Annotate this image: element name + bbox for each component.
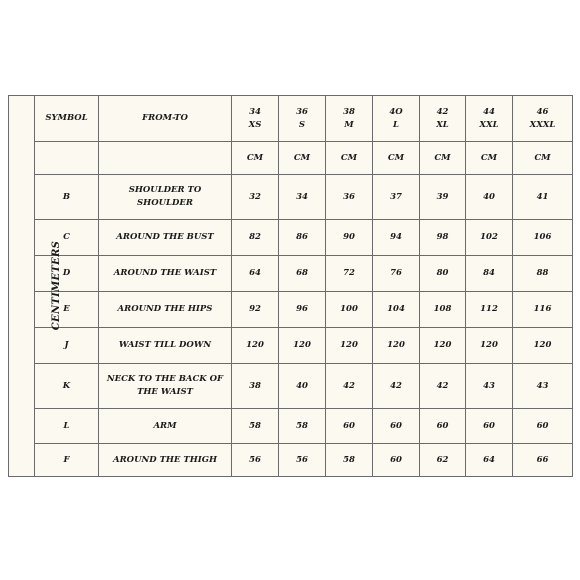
value-cell-xs: 120 xyxy=(232,328,279,364)
value-cell-l: 94 xyxy=(373,220,420,256)
value-cell-l: 76 xyxy=(373,256,420,292)
value-cell-s: 120 xyxy=(279,328,326,364)
unit-cell: CM xyxy=(232,142,279,175)
value-cell-xs: 92 xyxy=(232,292,279,328)
measurement-row xyxy=(9,292,573,328)
size-header-xl: 42 XL xyxy=(420,96,466,142)
value-cell-l: 104 xyxy=(373,292,420,328)
value-cell-l: 37 xyxy=(373,175,420,220)
unit-cell: CM xyxy=(466,142,513,175)
value-cell-s: 40 xyxy=(279,364,326,409)
value-cell-m: 60 xyxy=(326,409,373,444)
value-cell-xxxl: 66 xyxy=(513,444,573,477)
measurement-row xyxy=(9,256,573,292)
value-cell-xxxl: 106 xyxy=(513,220,573,256)
measurement-label-line: AROUND THE HIPS xyxy=(117,304,213,314)
unit-cell: CM xyxy=(420,142,466,175)
measurement-row xyxy=(9,328,573,364)
empty-cell xyxy=(35,142,99,175)
size-header-l: 4O L xyxy=(373,96,420,142)
value-cell-s: 34 xyxy=(279,175,326,220)
empty-cell xyxy=(99,142,232,175)
side-label-cell xyxy=(9,96,63,477)
measurement-row xyxy=(9,364,573,409)
unit-cell: CM xyxy=(373,142,420,175)
value-cell-xxl: 120 xyxy=(466,328,513,364)
measurement-label-line: NECK TO THE BACK OF xyxy=(106,374,224,384)
measurement-row xyxy=(9,409,573,444)
measurement-label-line: SHOULDER TO xyxy=(128,185,202,195)
size-header-m: 38 M xyxy=(326,96,373,142)
value-cell-m: 72 xyxy=(326,256,373,292)
symbol-cell: F xyxy=(35,444,99,477)
value-cell-xl: 80 xyxy=(420,256,466,292)
measurement-row xyxy=(9,444,573,477)
value-cell-xxl: 64 xyxy=(466,444,513,477)
value-cell-xxxl: 60 xyxy=(513,409,573,444)
value-cell-l: 60 xyxy=(373,444,420,477)
measurement-label-line: AROUND THE BUST xyxy=(116,232,214,242)
measurement-label-cell xyxy=(99,292,232,328)
value-cell-xs: 32 xyxy=(232,175,279,220)
value-cell-xl: 62 xyxy=(420,444,466,477)
symbol-cell: K xyxy=(35,364,99,409)
symbol-cell: C xyxy=(35,220,99,256)
size-header-row xyxy=(9,96,573,142)
value-cell-xxxl: 120 xyxy=(513,328,573,364)
value-cell-xs: 58 xyxy=(232,409,279,444)
value-cell-s: 96 xyxy=(279,292,326,328)
value-cell-m: 90 xyxy=(326,220,373,256)
size-chart-table xyxy=(8,95,573,477)
value-cell-s: 86 xyxy=(279,220,326,256)
symbol-cell: B xyxy=(35,175,99,220)
measurement-row xyxy=(9,220,573,256)
value-cell-xl: 60 xyxy=(420,409,466,444)
size-header-xxl: 44 XXL xyxy=(466,96,513,142)
unit-cell: CM xyxy=(326,142,373,175)
value-cell-l: 42 xyxy=(373,364,420,409)
size-header-xs: 34 XS xyxy=(232,96,279,142)
value-cell-xxl: 102 xyxy=(466,220,513,256)
measurement-label-line: WAIST TILL DOWN xyxy=(118,340,212,350)
value-cell-m: 42 xyxy=(326,364,373,409)
symbol-cell: E xyxy=(35,292,99,328)
measurement-label-cell xyxy=(99,256,232,292)
size-header-s: 36 S xyxy=(279,96,326,142)
value-cell-xs: 64 xyxy=(232,256,279,292)
value-cell-m: 120 xyxy=(326,328,373,364)
unit-cell: CM xyxy=(513,142,573,175)
value-cell-s: 68 xyxy=(279,256,326,292)
value-cell-xxl: 112 xyxy=(466,292,513,328)
measurement-label-line: THE WAIST xyxy=(137,387,193,397)
measurement-label-line: AROUND THE THIGH xyxy=(113,454,217,465)
value-cell-xs: 82 xyxy=(232,220,279,256)
value-cell-xs: 38 xyxy=(232,364,279,409)
value-cell-xl: 120 xyxy=(420,328,466,364)
value-cell-xxxl: 116 xyxy=(513,292,573,328)
symbol-cell: J xyxy=(35,328,99,364)
value-cell-xs: 56 xyxy=(232,444,279,477)
symbol-cell: L xyxy=(35,409,99,444)
value-cell-s: 58 xyxy=(279,409,326,444)
from-to-header: FROM-TO xyxy=(99,96,232,142)
value-cell-xl: 98 xyxy=(420,220,466,256)
value-cell-m: 58 xyxy=(326,444,373,477)
measurement-label-line: SHOULDER xyxy=(137,198,193,208)
value-cell-xxl: 60 xyxy=(466,409,513,444)
measurement-label-line: AROUND THE WAIST xyxy=(113,268,217,278)
value-cell-xl: 42 xyxy=(420,364,466,409)
value-cell-m: 100 xyxy=(326,292,373,328)
measurement-label-line: ARM xyxy=(153,420,177,431)
value-cell-xl: 39 xyxy=(420,175,466,220)
measurement-label-cell xyxy=(99,444,232,477)
unit-row xyxy=(9,142,573,175)
value-cell-l: 60 xyxy=(373,409,420,444)
value-cell-xxxl: 43 xyxy=(513,364,573,409)
value-cell-m: 36 xyxy=(326,175,373,220)
symbol-header: SYMBOL xyxy=(35,96,99,142)
value-cell-xxl: 84 xyxy=(466,256,513,292)
measurement-label-cell xyxy=(99,175,232,220)
measurement-label-cell xyxy=(99,328,232,364)
symbol-cell: D xyxy=(35,256,99,292)
value-cell-xxxl: 41 xyxy=(513,175,573,220)
value-cell-l: 120 xyxy=(373,328,420,364)
measurement-row xyxy=(9,175,573,220)
measurement-label-cell xyxy=(99,364,232,409)
size-header-xxxl: 46 XXXL xyxy=(513,96,573,142)
units-side-label: CENTIMETERS xyxy=(51,240,63,331)
value-cell-xl: 108 xyxy=(420,292,466,328)
value-cell-s: 56 xyxy=(279,444,326,477)
measurement-label-cell xyxy=(99,220,232,256)
unit-cell: CM xyxy=(279,142,326,175)
value-cell-xxxl: 88 xyxy=(513,256,573,292)
measurement-label-cell xyxy=(99,409,232,444)
value-cell-xxl: 40 xyxy=(466,175,513,220)
value-cell-xxl: 43 xyxy=(466,364,513,409)
